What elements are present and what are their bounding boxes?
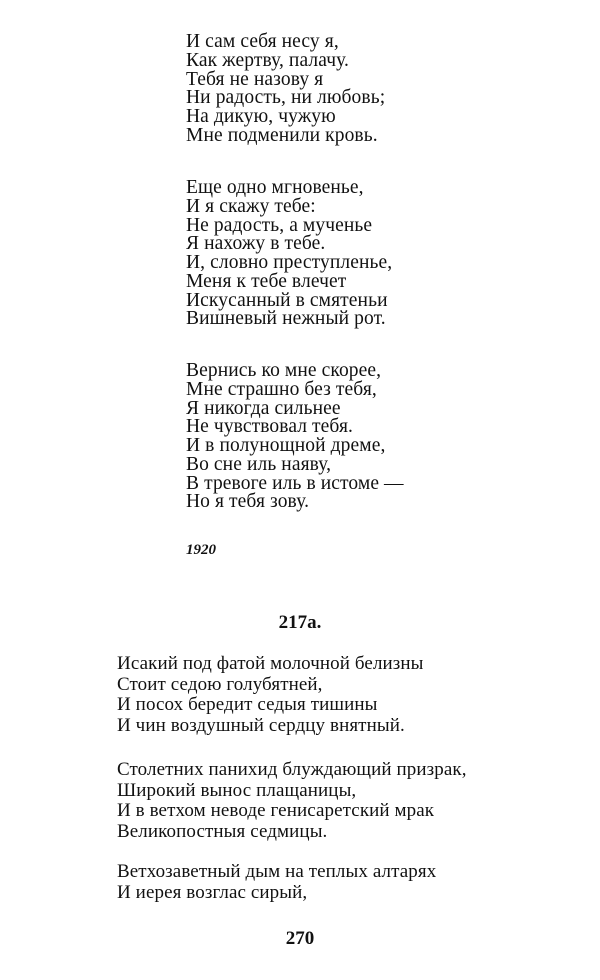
verse-line: Искусанный в смятеньи: [186, 289, 388, 311]
verse-line: Вернись ко мне скорее,: [186, 360, 382, 381]
verse-line: И иерея возглас сирый,: [117, 881, 308, 903]
page-number: 270: [285, 928, 315, 949]
verse-line: Столетних панихид блуждающий призрак,: [117, 759, 467, 780]
verse-line: Мне страшно без тебя,: [186, 378, 377, 400]
verse-line: Исакий под фатой молочной белизны: [117, 653, 424, 674]
poem-1-stanza-1: [186, 33, 385, 146]
verse-line: Широкий вынос плащаницы,: [117, 779, 357, 801]
verse-line: И посох бередит седыя тишины: [117, 694, 378, 715]
verse-line: И чин воздушный сердцу внятный.: [117, 714, 405, 736]
poem-1-stanza-2: [186, 179, 392, 329]
verse-line: И в ветхом неводе генисаретский мрак: [117, 800, 435, 821]
verse-line: Тебя не назову я: [186, 68, 324, 90]
verse-line: И в полунощной дреме,: [186, 435, 386, 456]
verse-line: И я скажу тебе:: [186, 195, 316, 217]
verse-line: Но я тебя зову.: [186, 491, 310, 513]
poem-2-stanza-2: [117, 760, 467, 842]
verse-line: И, словно преступленье,: [186, 252, 393, 273]
verse-line: Как жертву, палачу.: [186, 49, 349, 71]
verse-line: Еще одно мгновенье,: [186, 177, 364, 198]
verse-line: Великопостныя седмицы.: [117, 820, 328, 842]
verse-line: Ветхозаветный дым на теплых алтарях: [117, 861, 437, 882]
verse-line: Стоит седою голубятней,: [117, 673, 323, 695]
verse-line: Меня к тебе влечет: [186, 270, 347, 292]
verse-line: В тревоге иль в истоме —: [186, 472, 404, 494]
verse-line: Ни радость, ни любовь;: [186, 87, 386, 109]
poem-2-stanza-3: [117, 862, 436, 903]
verse-line: Не радость, а мученье: [186, 214, 373, 236]
poem-1-stanza-3: [186, 362, 404, 512]
poem-date: 1920: [186, 542, 216, 558]
verse-line: На дикую, чужую: [186, 106, 336, 127]
poem-2-stanza-1: [117, 654, 424, 736]
verse-line: И сам себя несу я,: [186, 31, 339, 52]
verse-line: Я нахожу в тебе.: [186, 233, 326, 255]
verse-line: Вишневый нежный рот.: [186, 308, 386, 330]
verse-line: Мне подменили кровь.: [186, 124, 378, 146]
poem-number-heading: 217а.: [278, 612, 322, 633]
verse-line: Я никогда сильнее: [186, 397, 341, 419]
verse-line: Не чувствовал тебя.: [186, 416, 354, 438]
verse-line: Во сне иль наяву,: [186, 453, 332, 475]
